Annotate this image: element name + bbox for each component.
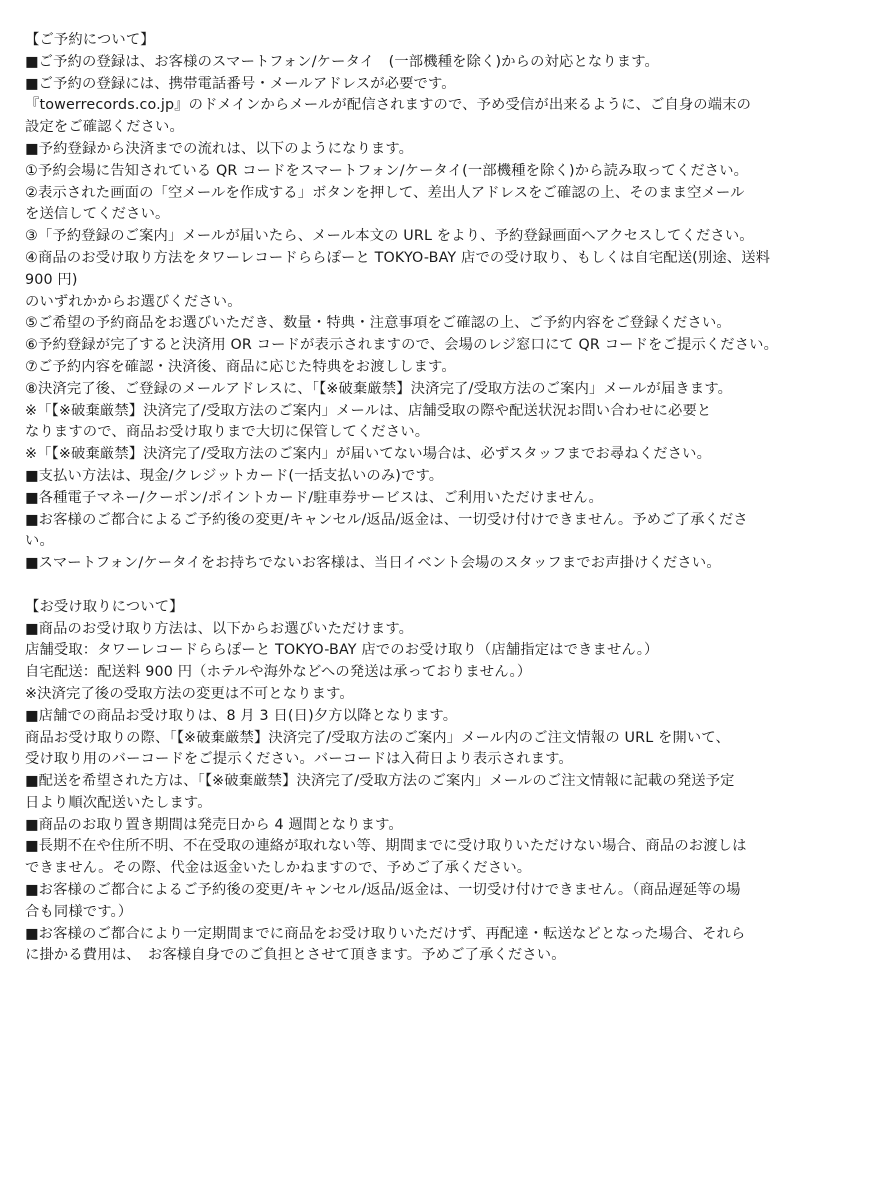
reservation-text-line: ※「【※破棄厳禁】決済完了/受取方法のご案内」メールは、店舗受取の際や配送状況お問い合わせに必要と: [25, 402, 712, 419]
pickup-section: [25, 597, 855, 968]
reservation-text-line: ※「【※破棄厳禁】決済完了/受取方法のご案内」が届いてない場合は、必ずスタッフまでお尋ねください。: [25, 446, 712, 463]
reservation-text-line: ⑧決済完了後、ご登録のメールアドレスに、「【※破棄厳禁】決済完了/受取方法のご案内」メールが届きます。: [25, 380, 733, 397]
pickup-text-line: 受け取り用のバーコードをご提示ください。バーコードは入荷日より表示されます。: [25, 751, 573, 768]
reservation-text-line: ■スマートフォン/ケータイをお持ちでないお客様は、当日イベント会場のスタッフまでお声掛けください。: [25, 555, 721, 572]
reservation-text-line: ①予約会場に告知されている QR コードをスマートフォン/ケータイ(一部機種を除く)から読み取ってください。: [25, 162, 749, 179]
pickup-heading: 【お受け取りについて】: [25, 598, 184, 615]
pickup-text-line: ■店舗での商品お受け取りは、8 月 3 日(日)夕方以降となります。: [25, 707, 458, 724]
reservation-text-line: 設定をご確認ください。: [25, 119, 184, 136]
pickup-text-line: 店舗受取：タワーレコードららぽーと TOKYO-BAY 店でのお受け取り（店舗指定はできません。）: [25, 642, 659, 659]
reservation-section: [25, 30, 855, 575]
reservation-heading: 【ご予約について】: [25, 32, 155, 48]
pickup-text-line: ■お客様のご都合により一定期間までに商品をお受け取りいただけず、再配達・転送などとなった場合、それら: [25, 925, 746, 942]
reservation-text-line: ②表示された画面の「空メールを作成する」ボタンを押して、差出人アドレスをご確認の上、そのまま空メール: [25, 184, 745, 201]
pickup-text-line: 自宅配送：配送料 900 円（ホテルや海外などへの発送は承っておりません。）: [25, 664, 532, 681]
pickup-text-line: に掛かる費用は、 お客様自身でのご負担とさせて頂きます。予めご了承ください。: [25, 947, 566, 964]
section-spacer: [25, 575, 855, 597]
reservation-text-line: ■ご予約の登録は、お客様のスマートフォン/ケータイ (一部機種を除く)からの対応となります。: [25, 53, 659, 70]
reservation-text-line: のいずれかからお選びください。: [25, 293, 242, 310]
reservation-text-line: ■予約登録から決済までの流れは、以下のようになります。: [25, 140, 414, 157]
reservation-text-line: ■ご予約の登録には、携帯電話番号・メールアドレスが必要です。: [25, 75, 456, 92]
pickup-text-line: 日より順次配送いたします。: [25, 794, 212, 811]
reservation-text-line: ■各種電子マネー/クーポン/ポイントカード/駐車券サービスは、ご利用いただけません。: [25, 489, 603, 506]
pickup-text-line: できません。その際、代金は返金いたしかねますので、予めご了承ください。: [25, 860, 532, 877]
reservation-text-line: を送信してください。: [25, 206, 170, 223]
pickup-text-line: ■長期不在や住所不明、不在受取の連絡が取れない等、期間までに受け取りいただけない場合、商品のお渡しは: [25, 838, 747, 855]
pickup-text-line: ■配送を希望された方は、「【※破棄厳禁】決済完了/受取方法のご案内」メールのご注文情報に記載の発送予定: [25, 773, 735, 790]
reservation-text-line: い。: [25, 533, 54, 550]
reservation-text-line: ⑤ご希望の予約商品をお選びいただき、数量・特典・注意事項をご確認の上、ご予約内容をご登録ください。: [25, 315, 731, 332]
reservation-text-line: ■お客様のご都合によるご予約後の変更/キャンセル/返品/返金は、一切受け付けできません。予めご了承くださ: [25, 511, 748, 528]
reservation-text-line: ⑦ご予約内容を確認・決済後、商品に応じた特典をお渡しします。: [25, 358, 456, 375]
pickup-text-line: ※決済完了後の受取方法の変更は不可となります。: [25, 685, 354, 702]
pickup-text-line: 合も同様です。）: [25, 903, 133, 920]
reservation-text-line: ④商品のお受け取り方法をタワーレコードららぽーと TOKYO-BAY 店での受け取り、もしくは自宅配送(別途、送料: [25, 249, 771, 266]
reservation-text-line: 900 円): [25, 271, 78, 288]
reservation-text-line: ■支払い方法は、現金/クレジットカード(一括支払いのみ)です。: [25, 467, 444, 484]
pickup-text-line: ■商品のお取り置き期間は発売日から 4 週間となります。: [25, 816, 403, 833]
reservation-text-line: 『towerrecords.co.jp』のドメインからメールが配信されますので、予め受信が出来るように、ご自身の端末の: [25, 97, 752, 114]
reservation-text-line: ③「予約登録のご案内」メールが届いたら、メール本文の URL をより、予約登録画面へアクセスしてください。: [25, 228, 754, 245]
notice-document: [25, 30, 855, 967]
pickup-text-line: ■お客様のご都合によるご予約後の変更/キャンセル/返品/返金は、一切受け付けできません。（商品遅延等の場: [25, 882, 741, 899]
reservation-text-line: なりますので、商品お受け取りまで大切に保管してください。: [25, 424, 430, 441]
pickup-text-line: 商品お受け取りの際、「【※破棄厳禁】決済完了/受取方法のご案内」メール内のご注文情報の URL を開いて、: [25, 729, 730, 746]
pickup-text-line: ■商品のお受け取り方法は、以下からお選びいただけます。: [25, 620, 414, 637]
reservation-text-line: ⑥予約登録が完了すると決済用 OR コードが表示されますので、会場のレジ窓口にて QR コードをご提示ください。: [25, 337, 779, 354]
